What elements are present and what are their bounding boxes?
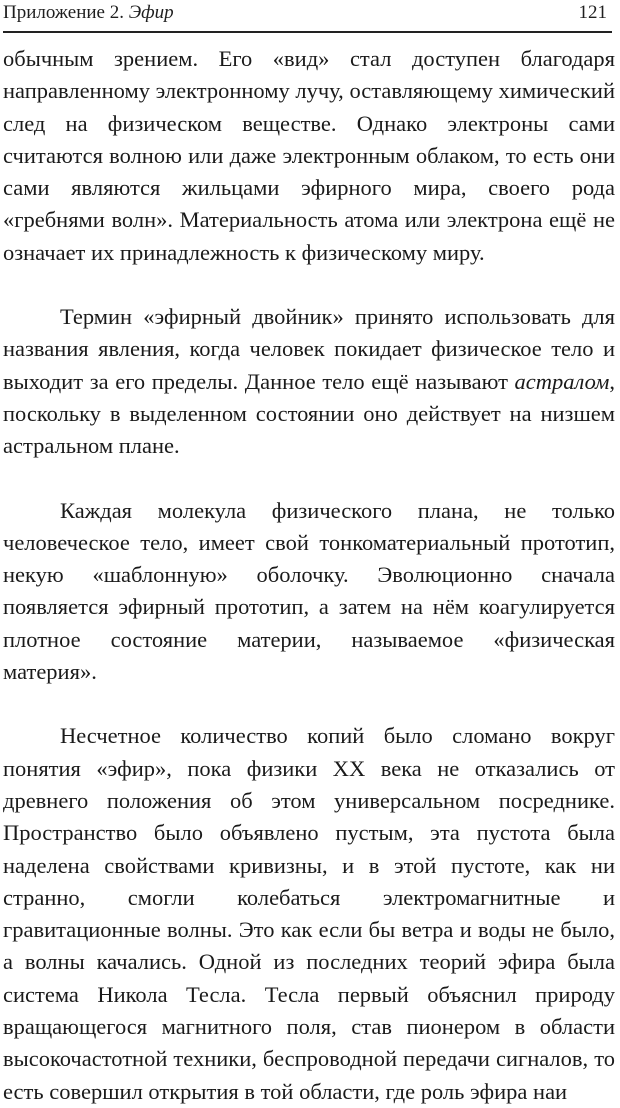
paragraph-2-text-after: , поскольку в выделенном состоянии оно действует на низшем астральном плане. (3, 368, 615, 459)
chapter-title-label: Приложение 2. (3, 2, 129, 23)
paragraph-2 (3, 301, 615, 462)
paragraph-4: Несчетное количество копий было сломано вокруг понятия «эфир», пока физики XX века не отказались от древнего положения об этом универсальном посреднике. Пространство было объявлено пустым, эта пустота была наделена свойствами кривизны, и в этой пустоте, как ни странно, смогли колебаться электромагнитные и гравитационные волны. Это как если бы ветра и воды не было, а волны качались. Одной из последних теорий эфира была система Никола Тесла. Тесла первый объяснил природу вращающегося магнитного поля, став пионером в области высокочастотной техники, беспроводной передачи сигналов, то есть совершил открытия в той области, где роль эфира наи (3, 723, 615, 1104)
header-rule (3, 31, 612, 33)
paragraph-2-italic-term: астралом (514, 368, 610, 394)
paragraph-1: обычным зрением. Его «вид» стал доступен благодаря направленному электронному лучу, оставляющему химический след на физическом веществе. Однако электроны сами считаются волною или даже электронным облаком, то есть они сами являются жильцами эфирного мира, своего рода «гребнями волн». Материальность атома или электрона ещё не означает их принадлежность к физическому миру. (3, 46, 615, 265)
page-number: 121 (578, 2, 607, 23)
chapter-title-topic: Эфир (128, 2, 174, 23)
paragraph-2-text-before: Термин «эфирный двойник» принято использовать для названия явления, когда человек покидает физическое тело и выходит за его пределы. Данное тело ещё называют (3, 304, 615, 394)
paragraph-3: Каждая молекула физического плана, не только человеческое тело, имеет свой тонкоматериальный прототип, некую «шаблонную» оболочку. Эволюционно сначала появляется эфирный прототип, а затем на нём коагулируется плотное состояние материи, называемое «физическая материя». (3, 497, 615, 685)
body-text (3, 43, 615, 1108)
running-head (3, 0, 615, 26)
chapter-title (3, 0, 174, 26)
